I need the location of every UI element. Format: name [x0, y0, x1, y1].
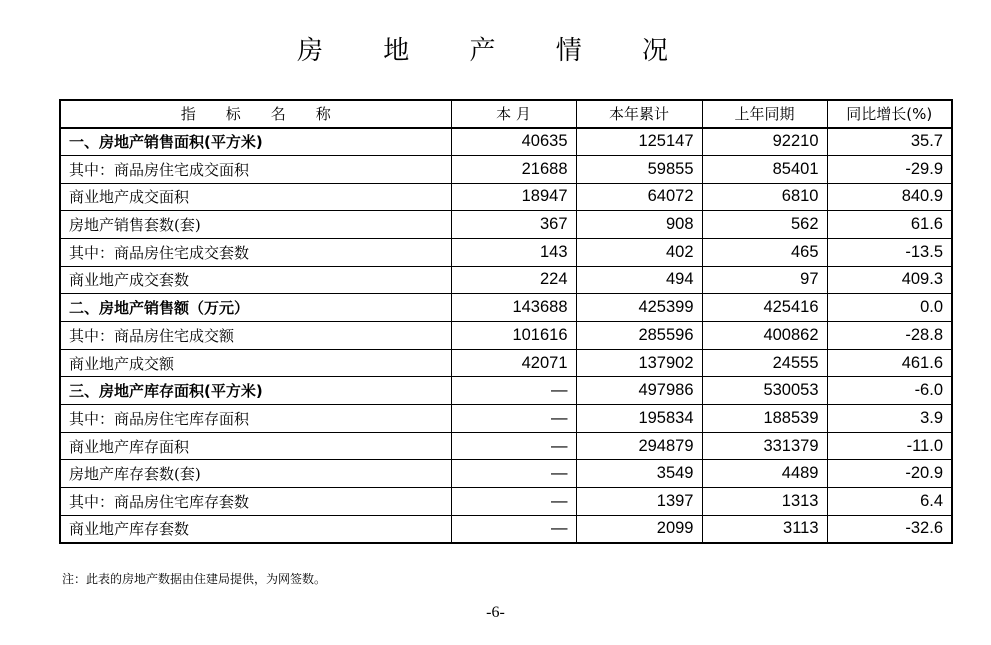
cell-month: — [451, 405, 576, 433]
cell-last-year: 1313 [702, 488, 827, 516]
table-row [60, 238, 952, 266]
row-label: 商业地产成交额 [60, 349, 451, 377]
cell-last-year: 92210 [702, 128, 827, 156]
cell-yoy: 61.6 [827, 211, 952, 239]
column-header-indicator: 指 标 名 称 [60, 100, 451, 128]
cell-ytd: 2099 [576, 515, 702, 543]
cell-month: — [451, 377, 576, 405]
cell-yoy: 461.6 [827, 349, 952, 377]
table-row [60, 294, 952, 322]
table-row [60, 155, 952, 183]
cell-last-year: 425416 [702, 294, 827, 322]
cell-month: — [451, 460, 576, 488]
cell-last-year: 188539 [702, 405, 827, 433]
cell-yoy: 35.7 [827, 128, 952, 156]
cell-ytd: 195834 [576, 405, 702, 433]
table-row [60, 266, 952, 294]
column-header-ytd: 本年累计 [576, 100, 702, 128]
cell-month: 224 [451, 266, 576, 294]
row-label: 二、房地产销售额（万元） [60, 294, 451, 322]
cell-yoy: 409.3 [827, 266, 952, 294]
table-row [60, 211, 952, 239]
cell-last-year: 530053 [702, 377, 827, 405]
cell-yoy: 3.9 [827, 405, 952, 433]
cell-month: 143 [451, 238, 576, 266]
cell-yoy: -6.0 [827, 377, 952, 405]
cell-yoy: -29.9 [827, 155, 952, 183]
cell-ytd: 125147 [576, 128, 702, 156]
cell-last-year: 400862 [702, 322, 827, 350]
table-row [60, 488, 952, 516]
cell-ytd: 402 [576, 238, 702, 266]
cell-month: 40635 [451, 128, 576, 156]
cell-month: 18947 [451, 183, 576, 211]
row-label: 其中：商品房住宅成交套数 [60, 238, 451, 266]
footnote: 注：此表的房地产数据由住建局提供，为网签数。 [62, 572, 327, 586]
cell-ytd: 3549 [576, 460, 702, 488]
row-label: 其中：商品房住宅库存面积 [60, 405, 451, 433]
row-label: 商业地产成交面积 [60, 183, 451, 211]
page-number: -6- [486, 604, 505, 621]
table-row [60, 322, 952, 350]
row-label: 商业地产库存套数 [60, 515, 451, 543]
table-row [60, 405, 952, 433]
cell-ytd: 494 [576, 266, 702, 294]
cell-ytd: 285596 [576, 322, 702, 350]
table-header-row [60, 100, 952, 128]
cell-ytd: 908 [576, 211, 702, 239]
row-label: 房地产销售套数(套) [60, 211, 451, 239]
cell-last-year: 331379 [702, 432, 827, 460]
cell-yoy: 0.0 [827, 294, 952, 322]
cell-yoy: -11.0 [827, 432, 952, 460]
column-header-month: 本 月 [451, 100, 576, 128]
table-row [60, 515, 952, 543]
cell-last-year: 6810 [702, 183, 827, 211]
cell-last-year: 3113 [702, 515, 827, 543]
cell-month: 42071 [451, 349, 576, 377]
table-row [60, 377, 952, 405]
page-title: 房 地 产 情 况 [296, 36, 695, 66]
cell-ytd: 1397 [576, 488, 702, 516]
table-row [60, 128, 952, 156]
column-header-last-year: 上年同期 [702, 100, 827, 128]
cell-ytd: 137902 [576, 349, 702, 377]
cell-last-year: 465 [702, 238, 827, 266]
cell-ytd: 64072 [576, 183, 702, 211]
real-estate-table [59, 99, 953, 544]
cell-yoy: -13.5 [827, 238, 952, 266]
cell-month: — [451, 488, 576, 516]
cell-last-year: 562 [702, 211, 827, 239]
row-label: 三、房地产库存面积(平方米) [60, 377, 451, 405]
cell-last-year: 97 [702, 266, 827, 294]
cell-yoy: 6.4 [827, 488, 952, 516]
cell-month: 143688 [451, 294, 576, 322]
cell-month: — [451, 432, 576, 460]
cell-yoy: -32.6 [827, 515, 952, 543]
row-label: 其中：商品房住宅成交面积 [60, 155, 451, 183]
cell-last-year: 4489 [702, 460, 827, 488]
cell-yoy: -20.9 [827, 460, 952, 488]
cell-month: — [451, 515, 576, 543]
cell-yoy: -28.8 [827, 322, 952, 350]
cell-last-year: 85401 [702, 155, 827, 183]
table-row [60, 432, 952, 460]
cell-ytd: 425399 [576, 294, 702, 322]
table-row [60, 460, 952, 488]
cell-yoy: 840.9 [827, 183, 952, 211]
cell-month: 21688 [451, 155, 576, 183]
cell-last-year: 24555 [702, 349, 827, 377]
row-label: 一、房地产销售面积(平方米) [60, 128, 451, 156]
row-label: 商业地产库存面积 [60, 432, 451, 460]
column-header-yoy: 同比增长(%) [827, 100, 952, 128]
table-row [60, 349, 952, 377]
cell-ytd: 497986 [576, 377, 702, 405]
table-row [60, 183, 952, 211]
cell-ytd: 294879 [576, 432, 702, 460]
row-label: 其中：商品房住宅成交额 [60, 322, 451, 350]
row-label: 商业地产成交套数 [60, 266, 451, 294]
cell-ytd: 59855 [576, 155, 702, 183]
cell-month: 101616 [451, 322, 576, 350]
cell-month: 367 [451, 211, 576, 239]
row-label: 房地产库存套数(套) [60, 460, 451, 488]
row-label: 其中：商品房住宅库存套数 [60, 488, 451, 516]
